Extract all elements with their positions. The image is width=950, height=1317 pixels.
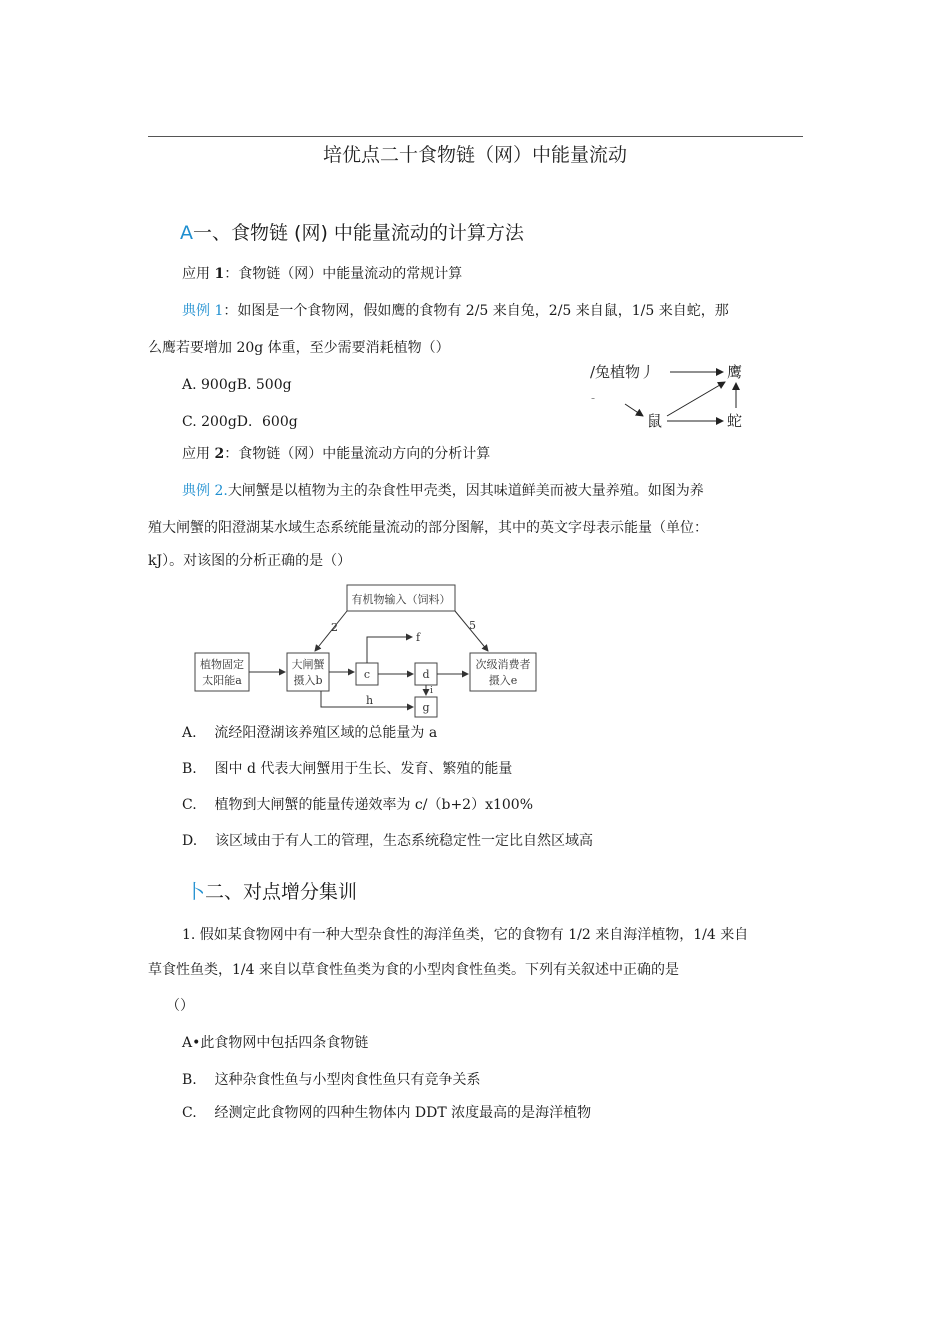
label-secondary-2: 摄入e [488, 674, 518, 687]
option-text: 这种杂食性鱼与小型肉食性鱼只有竞争关系 [214, 1072, 481, 1088]
option-key: C. [182, 797, 197, 813]
section-marker-1: A [180, 222, 193, 244]
foodweb-mouse: 鼠 [647, 412, 663, 430]
option-text: 植物到大闸蟹的能量传递效率为 c/（b+2）x100% [214, 797, 534, 813]
question-1-option-a: A•此食物网中包括四条食物链 [182, 1035, 369, 1051]
label-plant-2: 太阳能a [202, 674, 242, 687]
application-label: 应用 [182, 266, 210, 282]
foodweb-dash: - [591, 391, 596, 405]
label-organic-input: 有机物输入（饲料） [351, 593, 451, 606]
arrow-c-to-f [367, 637, 412, 663]
label-g: g [422, 701, 430, 714]
arrow-feed-to-crab [315, 611, 347, 651]
food-web-diagram [585, 356, 760, 436]
example-tag: 典例 2. [182, 483, 228, 499]
label-5: 5 [469, 619, 476, 632]
application-number: 1 [214, 266, 225, 282]
label-f: f [416, 631, 421, 644]
label-i: i [430, 686, 433, 696]
label-c: c [363, 668, 371, 681]
option-key: B. [182, 761, 197, 777]
option-text: 图中 d 代表大闸蟹用于生长、发育、繁殖的能量 [214, 761, 513, 777]
label-d: d [422, 668, 430, 681]
foodweb-snake: 蛇 [727, 412, 743, 430]
option-text: 该区域由于有人工的管理，生态系统稳定性一定比自然区域高 [215, 833, 593, 849]
application-text: ：食物链（网）中能量流动的常规计算 [224, 266, 463, 282]
question-1-line-1: 1. 假如某食物网中有一种大型杂食性的海洋鱼类，它的食物有 1/2 来自海洋植物，1/4 来自 [182, 927, 749, 943]
header-rule [148, 136, 803, 137]
section-marker-2: 卜 [186, 881, 206, 903]
option-key: D. [182, 833, 198, 849]
section-title-2: 二、对点增分集训 [205, 881, 358, 903]
example-2-option-c [182, 795, 533, 815]
question-1-option-b [182, 1070, 481, 1090]
label-h: h [366, 694, 374, 707]
application-number: 2 [214, 446, 225, 462]
application-1 [182, 264, 462, 284]
arrow-plant-mouse [625, 404, 643, 416]
example-2-option-d [182, 831, 593, 851]
foodweb-top-label: /兔植物丿 [590, 363, 656, 381]
example-2-line-3: kJ）。对该图的分析正确的是（） [148, 553, 352, 569]
arrow-mouse-eagle [667, 382, 725, 416]
example-1-line-2: 么鹰若要增加 20g 体重，至少需要消耗植物（） [148, 340, 450, 356]
label-2: 2 [331, 621, 338, 634]
option-key: C. [182, 1105, 197, 1121]
example-2-option-b [182, 759, 512, 779]
example-1-line-1 [182, 301, 729, 321]
example-1-options-cd: C. 200gD．600g [182, 414, 298, 430]
section-title-1: 一、食物链 (网) 中能量流动的计算方法 [193, 222, 524, 244]
question-1-option-c [182, 1103, 591, 1123]
example-1-options-ab: A. 900gB. 500g [182, 377, 292, 393]
example-tag: 典例 1 [182, 303, 224, 319]
option-key: A. [182, 725, 197, 741]
application-label: 应用 [182, 446, 210, 462]
label-plant-1: 植物固定 [200, 658, 244, 671]
option-key: B. [182, 1072, 197, 1088]
option-text: 流经阳澄湖该养殖区域的总能量为 a [214, 725, 438, 741]
label-secondary-1: 次级消费者 [475, 658, 531, 671]
arrow-feed-to-secondary [455, 611, 488, 651]
foodweb-eagle: 鹰 [727, 363, 743, 381]
example-2-line-2: 殖大闸蟹的阳澄湖某水域生态系统能量流动的部分图解，其中的英文字母表示能量（单位： [148, 520, 708, 536]
example-2-option-a [182, 723, 437, 743]
section-heading-1 [180, 218, 524, 245]
label-crab-2: 摄入b [293, 674, 323, 687]
option-text: 经测定此食物网的四种生物体内 DDT 浓度最高的是海洋植物 [214, 1105, 592, 1121]
question-1-line-3: （） [166, 998, 194, 1014]
page-title: 培优点二十食物链（网）中能量流动 [322, 144, 627, 166]
example-text: 大闸蟹是以植物为主的杂食性甲壳类，因其味道鲜美而被大量养殖。如图为养 [227, 483, 704, 499]
section-heading-2 [186, 877, 357, 904]
question-1-line-2: 草食性鱼类，1/4 来自以草食性鱼类为食的小型肉食性鱼类。下列有关叙述中正确的是 [148, 962, 679, 978]
application-text: ：食物链（网）中能量流动方向的分析计算 [224, 446, 491, 462]
application-2 [182, 444, 490, 464]
label-crab-1: 大闸蟹 [291, 658, 325, 671]
energy-flow-diagram [190, 580, 545, 722]
example-2-line-1 [182, 481, 704, 501]
example-text: ：如图是一个食物网，假如鹰的食物有 2/5 来自兔，2/5 来自鼠，1/5 来自蛇，那 [223, 303, 729, 319]
